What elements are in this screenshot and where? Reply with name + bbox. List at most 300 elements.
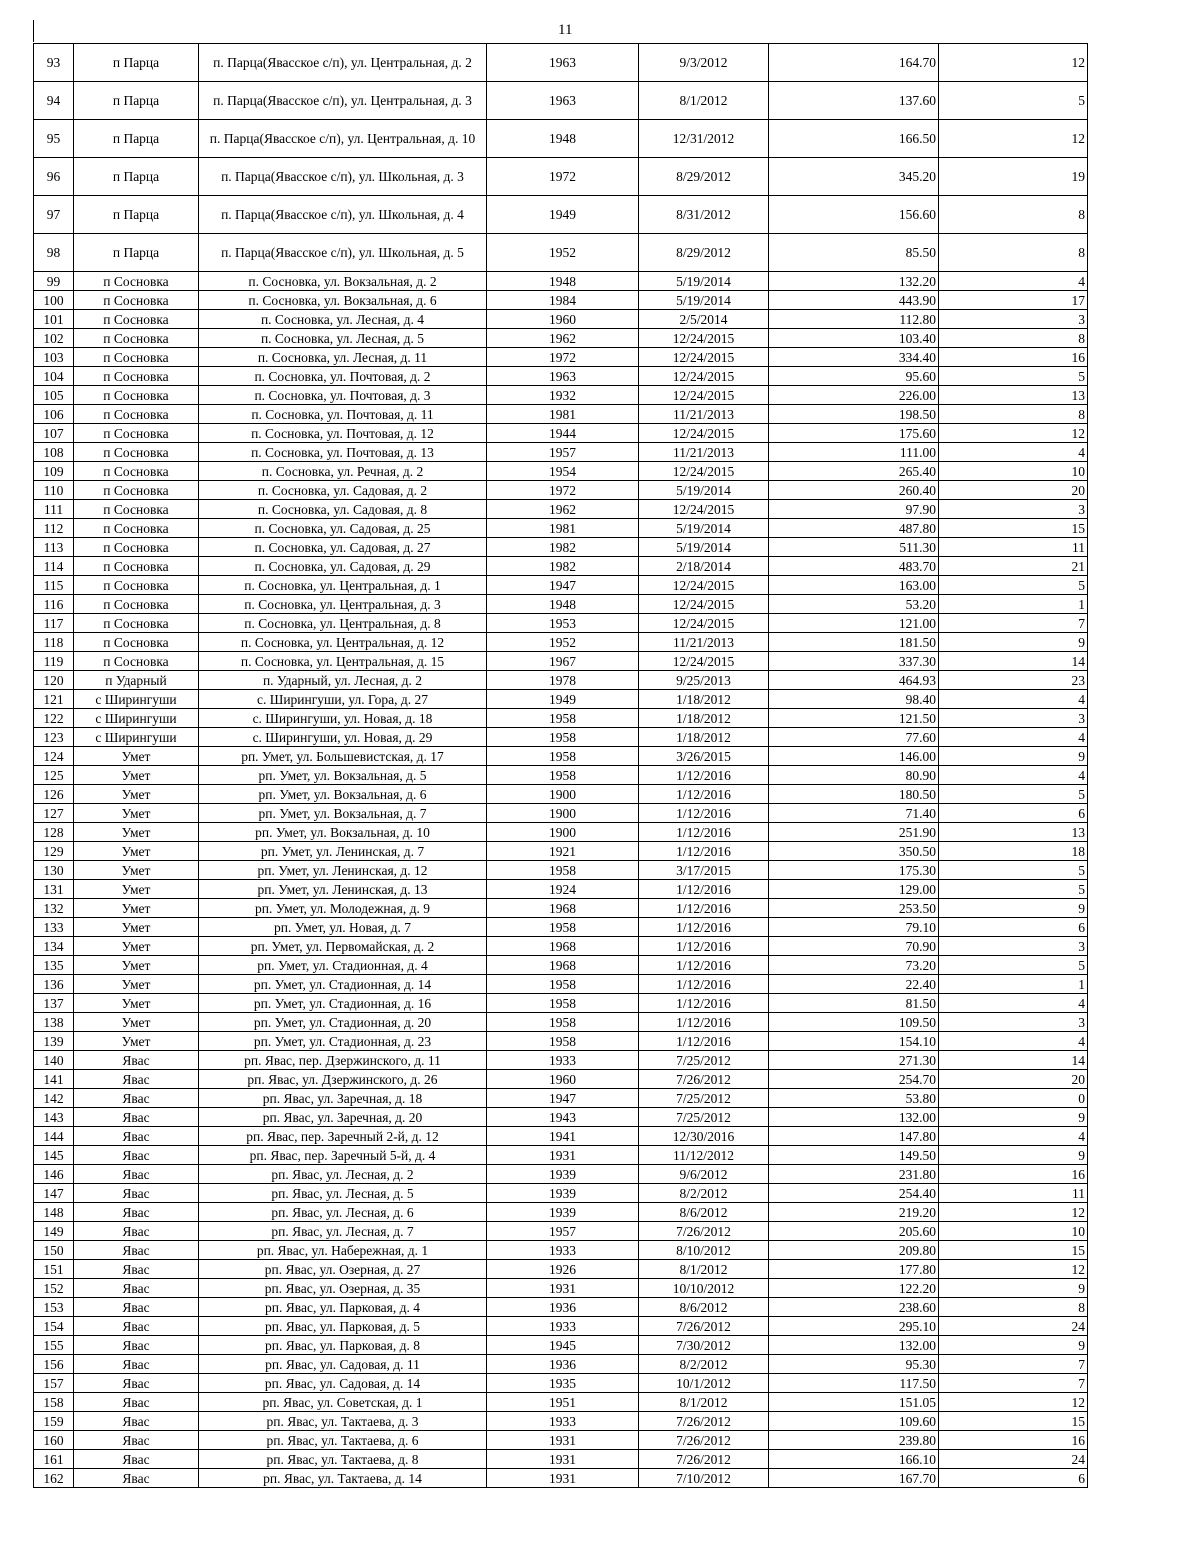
address-cell: рп. Умет, ул. Вокзальная, д. 10 <box>199 823 487 842</box>
area-cell: 238.60 <box>769 1298 939 1317</box>
table-row <box>34 1298 1088 1317</box>
address-cell: рп. Явас, ул. Садовая, д. 11 <box>199 1355 487 1374</box>
settlement-cell: Явас <box>74 1108 199 1127</box>
date-cell: 12/24/2015 <box>639 652 769 671</box>
area-cell: 350.50 <box>769 842 939 861</box>
settlement-cell: Умет <box>74 861 199 880</box>
year-built-cell: 1960 <box>487 310 639 329</box>
settlement-cell: Умет <box>74 842 199 861</box>
settlement-cell: Умет <box>74 994 199 1013</box>
row-number-cell: 102 <box>34 329 74 348</box>
address-cell: рп. Явас, ул. Парковая, д. 8 <box>199 1336 487 1355</box>
date-cell: 1/12/2016 <box>639 994 769 1013</box>
row-number-cell: 100 <box>34 291 74 310</box>
address-cell: п. Сосновка, ул. Почтовая, д. 13 <box>199 443 487 462</box>
row-number-cell: 139 <box>34 1032 74 1051</box>
table-row <box>34 918 1088 937</box>
table-row <box>34 538 1088 557</box>
table-row <box>34 804 1088 823</box>
address-cell: п. Сосновка, ул. Центральная, д. 3 <box>199 595 487 614</box>
date-cell: 2/18/2014 <box>639 557 769 576</box>
row-number-cell: 112 <box>34 519 74 538</box>
address-cell: п. Парца(Явасское с/п), ул. Школьная, д. 4 <box>199 196 487 234</box>
area-cell: 98.40 <box>769 690 939 709</box>
date-cell: 10/10/2012 <box>639 1279 769 1298</box>
year-built-cell: 1931 <box>487 1279 639 1298</box>
housing-register-table <box>33 43 1088 1488</box>
address-cell: с. Ширингуши, ул. Новая, д. 18 <box>199 709 487 728</box>
year-built-cell: 1958 <box>487 994 639 1013</box>
year-built-cell: 1900 <box>487 823 639 842</box>
row-number-cell: 98 <box>34 234 74 272</box>
area-cell: 53.80 <box>769 1089 939 1108</box>
year-built-cell: 1967 <box>487 652 639 671</box>
date-cell: 5/19/2014 <box>639 481 769 500</box>
row-number-cell: 126 <box>34 785 74 804</box>
year-built-cell: 1958 <box>487 918 639 937</box>
address-cell: рп. Умет, ул. Ленинская, д. 13 <box>199 880 487 899</box>
address-cell: рп. Явас, ул. Тактаева, д. 6 <box>199 1431 487 1450</box>
year-built-cell: 1948 <box>487 120 639 158</box>
year-built-cell: 1939 <box>487 1165 639 1184</box>
area-cell: 295.10 <box>769 1317 939 1336</box>
row-number-cell: 157 <box>34 1374 74 1393</box>
settlement-cell: Явас <box>74 1222 199 1241</box>
table-row <box>34 481 1088 500</box>
year-built-cell: 1941 <box>487 1127 639 1146</box>
address-cell: п. Сосновка, ул. Лесная, д. 11 <box>199 348 487 367</box>
row-number-cell: 114 <box>34 557 74 576</box>
date-cell: 7/26/2012 <box>639 1431 769 1450</box>
residents-count-cell: 15 <box>939 1241 1088 1260</box>
date-cell: 12/24/2015 <box>639 576 769 595</box>
year-built-cell: 1953 <box>487 614 639 633</box>
address-cell: рп. Умет, ул. Ленинская, д. 7 <box>199 842 487 861</box>
row-number-cell: 136 <box>34 975 74 994</box>
area-cell: 146.00 <box>769 747 939 766</box>
date-cell: 7/26/2012 <box>639 1070 769 1089</box>
settlement-cell: Явас <box>74 1374 199 1393</box>
settlement-cell: Умет <box>74 785 199 804</box>
year-built-cell: 1958 <box>487 747 639 766</box>
residents-count-cell: 9 <box>939 1279 1088 1298</box>
residents-count-cell: 4 <box>939 994 1088 1013</box>
row-number-cell: 111 <box>34 500 74 519</box>
table-row <box>34 1108 1088 1127</box>
settlement-cell: Явас <box>74 1127 199 1146</box>
address-cell: рп. Явас, ул. Тактаева, д. 3 <box>199 1412 487 1431</box>
residents-count-cell: 24 <box>939 1450 1088 1469</box>
area-cell: 511.30 <box>769 538 939 557</box>
row-number-cell: 118 <box>34 633 74 652</box>
address-cell: рп. Явас, ул. Набережная, д. 1 <box>199 1241 487 1260</box>
area-cell: 109.50 <box>769 1013 939 1032</box>
row-number-cell: 128 <box>34 823 74 842</box>
date-cell: 1/12/2016 <box>639 804 769 823</box>
year-built-cell: 1924 <box>487 880 639 899</box>
date-cell: 8/29/2012 <box>639 234 769 272</box>
table-row <box>34 823 1088 842</box>
settlement-cell: Явас <box>74 1146 199 1165</box>
date-cell: 1/12/2016 <box>639 975 769 994</box>
address-cell: рп. Умет, ул. Первомайская, д. 2 <box>199 937 487 956</box>
year-built-cell: 1951 <box>487 1393 639 1412</box>
year-built-cell: 1972 <box>487 348 639 367</box>
year-built-cell: 1900 <box>487 785 639 804</box>
settlement-cell: с Ширингуши <box>74 690 199 709</box>
year-built-cell: 1931 <box>487 1450 639 1469</box>
area-cell: 166.50 <box>769 120 939 158</box>
date-cell: 1/12/2016 <box>639 766 769 785</box>
date-cell: 12/24/2015 <box>639 462 769 481</box>
table-row <box>34 1260 1088 1279</box>
area-cell: 53.20 <box>769 595 939 614</box>
settlement-cell: п Парца <box>74 120 199 158</box>
date-cell: 7/25/2012 <box>639 1089 769 1108</box>
residents-count-cell: 10 <box>939 462 1088 481</box>
residents-count-cell: 8 <box>939 329 1088 348</box>
row-number-cell: 147 <box>34 1184 74 1203</box>
settlement-cell: п Сосновка <box>74 443 199 462</box>
residents-count-cell: 5 <box>939 880 1088 899</box>
table-row <box>34 424 1088 443</box>
area-cell: 79.10 <box>769 918 939 937</box>
address-cell: п. Парца(Явасское с/п), ул. Центральная, д. 10 <box>199 120 487 158</box>
year-built-cell: 1947 <box>487 576 639 595</box>
residents-count-cell: 16 <box>939 1165 1088 1184</box>
settlement-cell: п Сосновка <box>74 652 199 671</box>
address-cell: п. Сосновка, ул. Центральная, д. 8 <box>199 614 487 633</box>
area-cell: 154.10 <box>769 1032 939 1051</box>
area-cell: 251.90 <box>769 823 939 842</box>
year-built-cell: 1947 <box>487 1089 639 1108</box>
address-cell: п. Сосновка, ул. Центральная, д. 1 <box>199 576 487 595</box>
address-cell: рп. Умет, ул. Новая, д. 7 <box>199 918 487 937</box>
row-number-cell: 137 <box>34 994 74 1013</box>
address-cell: п. Сосновка, ул. Почтовая, д. 3 <box>199 386 487 405</box>
residents-count-cell: 16 <box>939 1431 1088 1450</box>
address-cell: п. Сосновка, ул. Центральная, д. 15 <box>199 652 487 671</box>
table-row <box>34 1203 1088 1222</box>
settlement-cell: п Сосновка <box>74 386 199 405</box>
area-cell: 137.60 <box>769 82 939 120</box>
date-cell: 1/12/2016 <box>639 899 769 918</box>
settlement-cell: п Сосновка <box>74 310 199 329</box>
date-cell: 7/26/2012 <box>639 1222 769 1241</box>
year-built-cell: 1962 <box>487 500 639 519</box>
settlement-cell: Явас <box>74 1089 199 1108</box>
year-built-cell: 1931 <box>487 1431 639 1450</box>
area-cell: 112.80 <box>769 310 939 329</box>
residents-count-cell: 7 <box>939 1355 1088 1374</box>
area-cell: 253.50 <box>769 899 939 918</box>
area-cell: 122.20 <box>769 1279 939 1298</box>
area-cell: 164.70 <box>769 44 939 82</box>
table-row <box>34 1184 1088 1203</box>
table-row <box>34 1412 1088 1431</box>
area-cell: 117.50 <box>769 1374 939 1393</box>
address-cell: рп. Явас, ул. Тактаева, д. 8 <box>199 1450 487 1469</box>
table-row <box>34 994 1088 1013</box>
address-cell: рп. Умет, ул. Ленинская, д. 12 <box>199 861 487 880</box>
address-cell: п. Парца(Явасское с/п), ул. Школьная, д. 5 <box>199 234 487 272</box>
residents-count-cell: 4 <box>939 1127 1088 1146</box>
address-cell: п. Сосновка, ул. Почтовая, д. 12 <box>199 424 487 443</box>
year-built-cell: 1958 <box>487 975 639 994</box>
row-number-cell: 134 <box>34 937 74 956</box>
year-built-cell: 1968 <box>487 937 639 956</box>
residents-count-cell: 17 <box>939 291 1088 310</box>
table-row <box>34 1374 1088 1393</box>
date-cell: 8/29/2012 <box>639 158 769 196</box>
residents-count-cell: 6 <box>939 804 1088 823</box>
settlement-cell: Явас <box>74 1184 199 1203</box>
date-cell: 3/17/2015 <box>639 861 769 880</box>
year-built-cell: 1945 <box>487 1336 639 1355</box>
address-cell: рп. Явас, ул. Лесная, д. 5 <box>199 1184 487 1203</box>
date-cell: 5/19/2014 <box>639 519 769 538</box>
address-cell: рп. Умет, ул. Молодежная, д. 9 <box>199 899 487 918</box>
row-number-cell: 124 <box>34 747 74 766</box>
address-cell: рп. Явас, ул. Лесная, д. 2 <box>199 1165 487 1184</box>
row-number-cell: 152 <box>34 1279 74 1298</box>
table-row <box>34 557 1088 576</box>
date-cell: 9/3/2012 <box>639 44 769 82</box>
residents-count-cell: 9 <box>939 747 1088 766</box>
table-row <box>34 1336 1088 1355</box>
table-row <box>34 1279 1088 1298</box>
date-cell: 1/12/2016 <box>639 956 769 975</box>
address-cell: п. Парца(Явасское с/п), ул. Центральная, д. 3 <box>199 82 487 120</box>
settlement-cell: п Сосновка <box>74 500 199 519</box>
table-row <box>34 519 1088 538</box>
residents-count-cell: 12 <box>939 44 1088 82</box>
date-cell: 12/24/2015 <box>639 614 769 633</box>
row-number-cell: 116 <box>34 595 74 614</box>
row-number-cell: 161 <box>34 1450 74 1469</box>
residents-count-cell: 23 <box>939 671 1088 690</box>
settlement-cell: п Сосновка <box>74 519 199 538</box>
year-built-cell: 1900 <box>487 804 639 823</box>
date-cell: 3/26/2015 <box>639 747 769 766</box>
settlement-cell: Явас <box>74 1469 199 1488</box>
address-cell: рп. Явас, ул. Лесная, д. 6 <box>199 1203 487 1222</box>
table-row <box>34 1222 1088 1241</box>
area-cell: 121.00 <box>769 614 939 633</box>
settlement-cell: Умет <box>74 823 199 842</box>
settlement-cell: п Ударный <box>74 671 199 690</box>
table-row <box>34 500 1088 519</box>
year-built-cell: 1958 <box>487 1013 639 1032</box>
area-cell: 156.60 <box>769 196 939 234</box>
row-number-cell: 159 <box>34 1412 74 1431</box>
date-cell: 12/24/2015 <box>639 500 769 519</box>
date-cell: 12/24/2015 <box>639 424 769 443</box>
table-row <box>34 766 1088 785</box>
row-number-cell: 97 <box>34 196 74 234</box>
table-row <box>34 1450 1088 1469</box>
date-cell: 7/26/2012 <box>639 1412 769 1431</box>
residents-count-cell: 3 <box>939 937 1088 956</box>
area-cell: 73.20 <box>769 956 939 975</box>
residents-count-cell: 11 <box>939 1184 1088 1203</box>
row-number-cell: 129 <box>34 842 74 861</box>
address-cell: рп. Явас, ул. Советская, д. 1 <box>199 1393 487 1412</box>
residents-count-cell: 3 <box>939 709 1088 728</box>
address-cell: п. Сосновка, ул. Лесная, д. 4 <box>199 310 487 329</box>
date-cell: 1/12/2016 <box>639 842 769 861</box>
year-built-cell: 1933 <box>487 1317 639 1336</box>
residents-count-cell: 4 <box>939 443 1088 462</box>
table-row <box>34 1393 1088 1412</box>
year-built-cell: 1972 <box>487 481 639 500</box>
date-cell: 10/1/2012 <box>639 1374 769 1393</box>
table-row <box>34 367 1088 386</box>
residents-count-cell: 9 <box>939 1336 1088 1355</box>
date-cell: 8/2/2012 <box>639 1184 769 1203</box>
area-cell: 97.90 <box>769 500 939 519</box>
address-cell: рп. Явас, ул. Заречная, д. 18 <box>199 1089 487 1108</box>
date-cell: 12/24/2015 <box>639 595 769 614</box>
year-built-cell: 1963 <box>487 367 639 386</box>
row-number-cell: 140 <box>34 1051 74 1070</box>
area-cell: 175.60 <box>769 424 939 443</box>
area-cell: 77.60 <box>769 728 939 747</box>
row-number-cell: 99 <box>34 272 74 291</box>
residents-count-cell: 4 <box>939 1032 1088 1051</box>
residents-count-cell: 5 <box>939 82 1088 120</box>
area-cell: 180.50 <box>769 785 939 804</box>
table-row <box>34 234 1088 272</box>
year-built-cell: 1944 <box>487 424 639 443</box>
year-built-cell: 1933 <box>487 1051 639 1070</box>
date-cell: 1/12/2016 <box>639 880 769 899</box>
page-number: 11 <box>558 22 573 38</box>
row-number-cell: 146 <box>34 1165 74 1184</box>
row-number-cell: 117 <box>34 614 74 633</box>
year-built-cell: 1982 <box>487 538 639 557</box>
area-cell: 345.20 <box>769 158 939 196</box>
area-cell: 103.40 <box>769 329 939 348</box>
year-built-cell: 1949 <box>487 196 639 234</box>
residents-count-cell: 19 <box>939 158 1088 196</box>
settlement-cell: Умет <box>74 937 199 956</box>
address-cell: п. Сосновка, ул. Садовая, д. 27 <box>199 538 487 557</box>
residents-count-cell: 12 <box>939 1393 1088 1412</box>
area-cell: 337.30 <box>769 652 939 671</box>
year-built-cell: 1957 <box>487 443 639 462</box>
area-cell: 271.30 <box>769 1051 939 1070</box>
settlement-cell: Умет <box>74 956 199 975</box>
area-cell: 85.50 <box>769 234 939 272</box>
residents-count-cell: 4 <box>939 728 1088 747</box>
year-built-cell: 1921 <box>487 842 639 861</box>
year-built-cell: 1939 <box>487 1184 639 1203</box>
table-row <box>34 1051 1088 1070</box>
area-cell: 129.00 <box>769 880 939 899</box>
row-number-cell: 109 <box>34 462 74 481</box>
table-row <box>34 1127 1088 1146</box>
area-cell: 121.50 <box>769 709 939 728</box>
residents-count-cell: 4 <box>939 690 1088 709</box>
table-row <box>34 82 1088 120</box>
settlement-cell: Умет <box>74 766 199 785</box>
area-cell: 132.20 <box>769 272 939 291</box>
row-number-cell: 143 <box>34 1108 74 1127</box>
table-row <box>34 633 1088 652</box>
settlement-cell: п Парца <box>74 82 199 120</box>
address-cell: рп. Явас, пер. Заречный 2-й, д. 12 <box>199 1127 487 1146</box>
address-cell: п. Сосновка, ул. Вокзальная, д. 2 <box>199 272 487 291</box>
area-cell: 166.10 <box>769 1450 939 1469</box>
residents-count-cell: 12 <box>939 424 1088 443</box>
row-number-cell: 104 <box>34 367 74 386</box>
row-number-cell: 127 <box>34 804 74 823</box>
row-number-cell: 131 <box>34 880 74 899</box>
date-cell: 11/21/2013 <box>639 633 769 652</box>
residents-count-cell: 8 <box>939 405 1088 424</box>
row-number-cell: 115 <box>34 576 74 595</box>
row-number-cell: 142 <box>34 1089 74 1108</box>
residents-count-cell: 24 <box>939 1317 1088 1336</box>
year-built-cell: 1932 <box>487 386 639 405</box>
table-row <box>34 443 1088 462</box>
address-cell: рп. Умет, ул. Стадионная, д. 16 <box>199 994 487 1013</box>
date-cell: 2/5/2014 <box>639 310 769 329</box>
settlement-cell: п Сосновка <box>74 348 199 367</box>
table-row <box>34 747 1088 766</box>
table-row <box>34 861 1088 880</box>
settlement-cell: п Сосновка <box>74 481 199 500</box>
address-cell: рп. Явас, пер. Заречный 5-й, д. 4 <box>199 1146 487 1165</box>
address-cell: рп. Умет, ул. Стадионная, д. 20 <box>199 1013 487 1032</box>
area-cell: 22.40 <box>769 975 939 994</box>
row-number-cell: 94 <box>34 82 74 120</box>
table-row <box>34 1089 1088 1108</box>
area-cell: 95.60 <box>769 367 939 386</box>
table-row <box>34 196 1088 234</box>
date-cell: 1/12/2016 <box>639 823 769 842</box>
row-number-cell: 130 <box>34 861 74 880</box>
area-cell: 163.00 <box>769 576 939 595</box>
date-cell: 12/24/2015 <box>639 348 769 367</box>
settlement-cell: Умет <box>74 975 199 994</box>
area-cell: 219.20 <box>769 1203 939 1222</box>
residents-count-cell: 21 <box>939 557 1088 576</box>
year-built-cell: 1981 <box>487 405 639 424</box>
date-cell: 8/31/2012 <box>639 196 769 234</box>
date-cell: 7/26/2012 <box>639 1317 769 1336</box>
area-cell: 198.50 <box>769 405 939 424</box>
table-row <box>34 728 1088 747</box>
date-cell: 7/25/2012 <box>639 1108 769 1127</box>
row-number-cell: 101 <box>34 310 74 329</box>
year-built-cell: 1963 <box>487 82 639 120</box>
settlement-cell: Явас <box>74 1241 199 1260</box>
settlement-cell: Явас <box>74 1450 199 1469</box>
row-number-cell: 160 <box>34 1431 74 1450</box>
residents-count-cell: 8 <box>939 196 1088 234</box>
settlement-cell: с Ширингуши <box>74 709 199 728</box>
residents-count-cell: 13 <box>939 823 1088 842</box>
row-number-cell: 110 <box>34 481 74 500</box>
year-built-cell: 1960 <box>487 1070 639 1089</box>
row-number-cell: 103 <box>34 348 74 367</box>
residents-count-cell: 3 <box>939 500 1088 519</box>
year-built-cell: 1926 <box>487 1260 639 1279</box>
year-built-cell: 1968 <box>487 956 639 975</box>
address-cell: п. Сосновка, ул. Садовая, д. 2 <box>199 481 487 500</box>
